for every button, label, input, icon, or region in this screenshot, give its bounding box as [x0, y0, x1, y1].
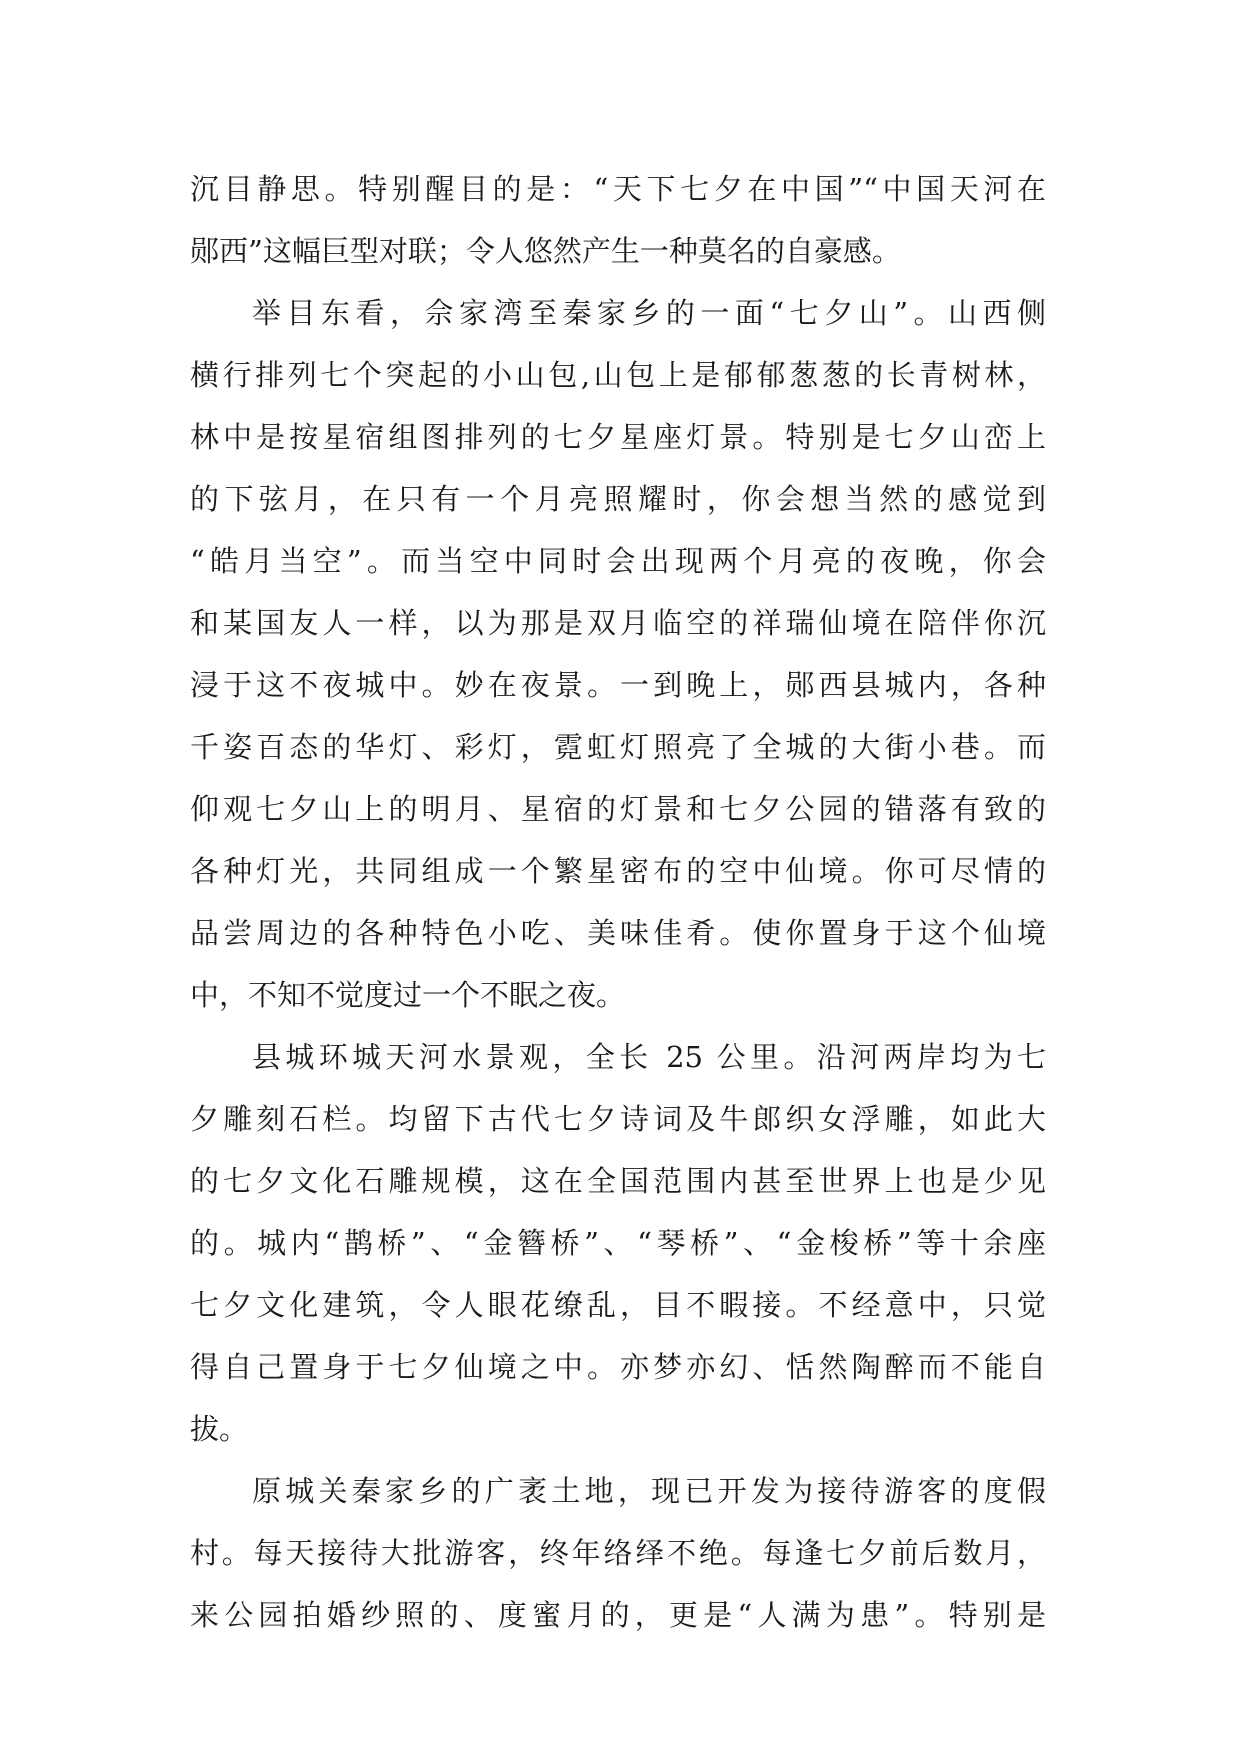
paragraph-first-line: 县城环城天河水景观，全长 25 公里。沿河两岸均为七 — [252, 1040, 1046, 1074]
text-line: 各种灯光，共同组成一个繁星密布的空中仙境。你可尽情的 — [190, 854, 1046, 888]
text-line: 浸于这不夜城中。妙在夜景。一到晚上，郧西县城内，各种 — [190, 668, 1046, 702]
text-line: “皓月当空”。而当空中同时会出现两个月亮的夜晚，你会 — [190, 544, 1046, 578]
text-line: 来公园拍婚纱照的、度蜜月的，更是“人满为患”。特别是 — [190, 1598, 1046, 1632]
text-line: 的。城内“鹊桥”、“金簪桥”、“琴桥”、“金梭桥”等十余座 — [190, 1226, 1046, 1260]
text-line: 千姿百态的华灯、彩灯，霓虹灯照亮了全城的大街小巷。而 — [190, 730, 1046, 764]
text-line: 郧西”这幅巨型对联；令人悠然产生一种莫名的自豪感。 — [190, 234, 901, 268]
text-line: 品尝周边的各种特色小吃、美味佳肴。使你置身于这个仙境 — [190, 916, 1046, 950]
text-line: 的七夕文化石雕规模，这在全国范围内甚至世界上也是少见 — [190, 1164, 1046, 1198]
text-line: 林中是按星宿组图排列的七夕星座灯景。特别是七夕山峦上 — [190, 420, 1046, 454]
text-line: 中，不知不觉度过一个不眠之夜。 — [190, 978, 626, 1012]
body-text — [190, 158, 1046, 1646]
text-line: 和某国友人一样，以为那是双月临空的祥瑞仙境在陪伴你沉 — [190, 606, 1046, 640]
text-line: 夕雕刻石栏。均留下古代七夕诗词及牛郎织女浮雕，如此大 — [190, 1102, 1046, 1136]
text-line: 七夕文化建筑，令人眼花缭乱，目不暇接。不经意中，只觉 — [190, 1288, 1046, 1322]
text-line: 沉目静思。特别醒目的是：“天下七夕在中国”“中国天河在 — [190, 172, 1046, 206]
text-line: 横行排列七个突起的小山包,山包上是郁郁葱葱的长青树林， — [190, 358, 1046, 392]
text-line: 得自己置身于七夕仙境之中。亦梦亦幻、恬然陶醉而不能自 — [190, 1350, 1046, 1384]
paragraph-first-line: 原城关秦家乡的广袤土地，现已开发为接待游客的度假 — [252, 1474, 1046, 1508]
paragraph-first-line: 举目东看，佘家湾至秦家乡的一面“七夕山”。山西侧 — [252, 296, 1046, 330]
text-line: 仰观七夕山上的明月、星宿的灯景和七夕公园的错落有致的 — [190, 792, 1046, 826]
text-line: 村。每天接待大批游客，终年络绎不绝。每逢七夕前后数月， — [190, 1536, 1046, 1570]
text-line: 拔。 — [190, 1412, 249, 1446]
text-line: 的下弦月，在只有一个月亮照耀时，你会想当然的感觉到 — [190, 482, 1046, 516]
